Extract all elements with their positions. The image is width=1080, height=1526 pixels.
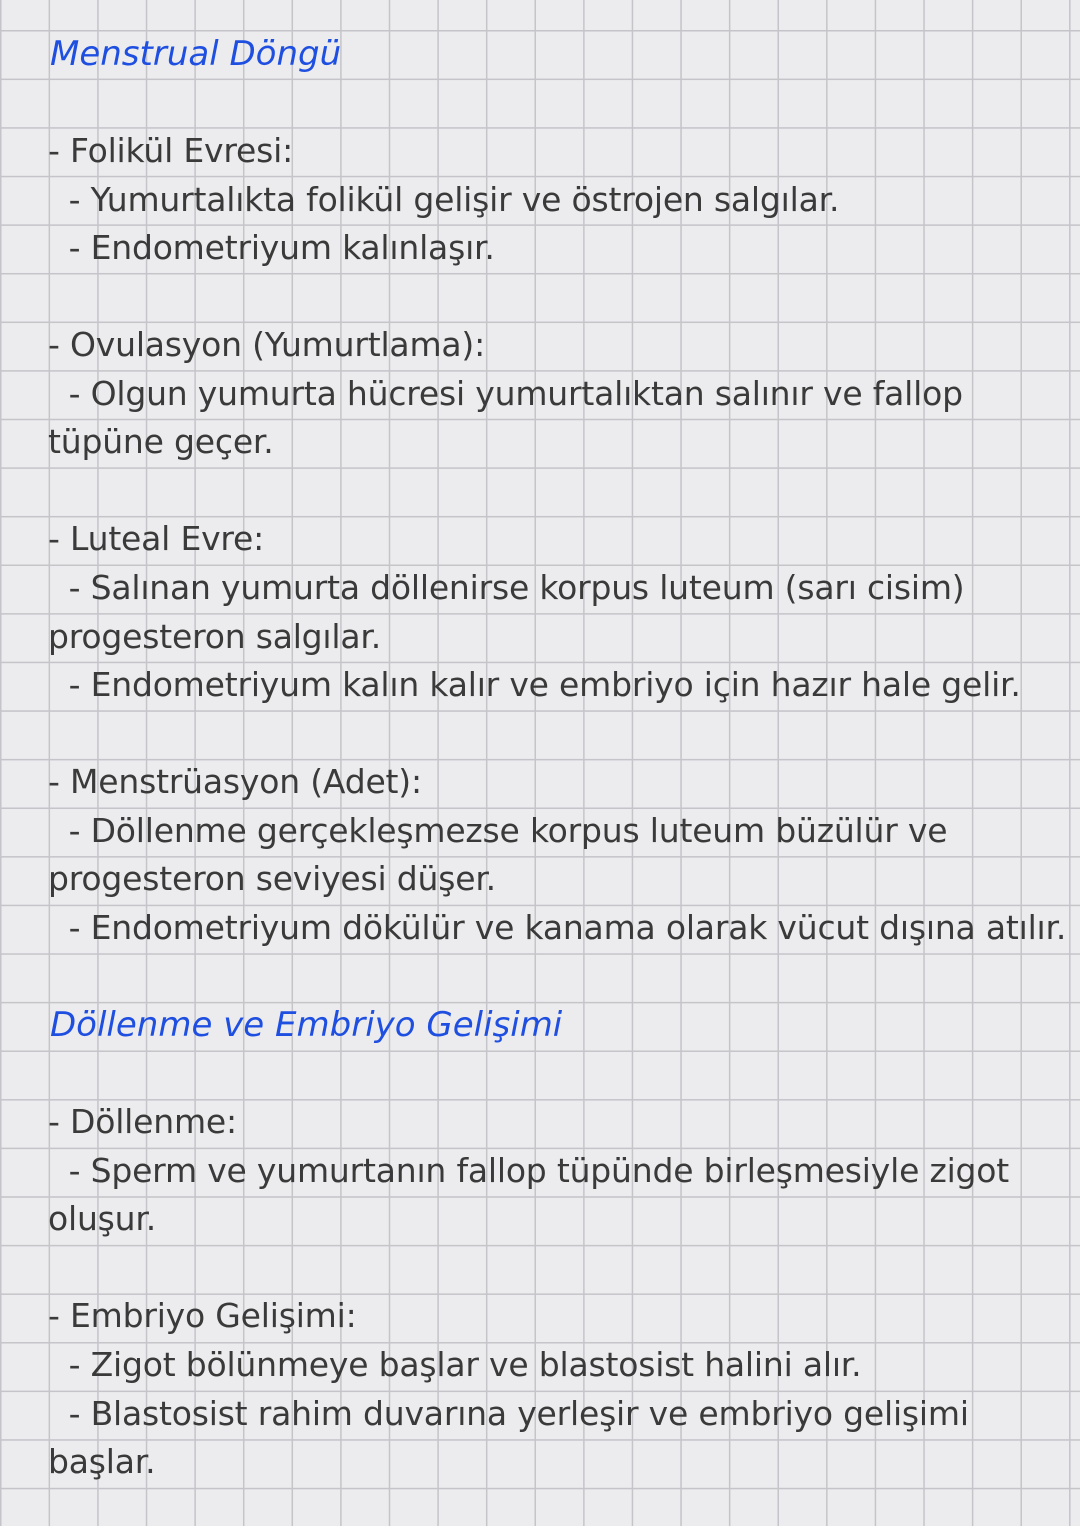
- list-item-ovulation: - Ovulasyon (Yumurtlama):: [48, 325, 486, 364]
- list-item-endometrium-shed: - Endometriyum dökülür ve kanama olarak vücut dışına atılır.: [48, 908, 1067, 947]
- list-item-corpus-luteum: - Salınan yumurta döllenirse korpus luteum (sarı cisim): [48, 568, 965, 607]
- list-item-zygote-forms: - Sperm ve yumurtanın fallop tüpünde birleşmesiyle zigot: [48, 1151, 1010, 1190]
- list-item-embryo-development: - Embriyo Gelişimi:: [48, 1296, 357, 1335]
- list-item-luteal-phase: - Luteal Evre:: [48, 519, 265, 558]
- list-item-no-fertilization-cont: progesteron seviyesi düşer.: [48, 859, 496, 898]
- list-item-endometrium-thickens: - Endometriyum kalınlaşır.: [48, 228, 495, 267]
- list-item-follicular-phase: - Folikül Evresi:: [48, 131, 294, 170]
- list-item-implantation: - Blastosist rahim duvarına yerleşir ve embriyo gelişimi: [48, 1394, 969, 1433]
- list-item-no-fertilization: - Döllenme gerçekleşmezse korpus luteum büzülür ve: [48, 811, 948, 850]
- list-item-egg-released: - Olgun yumurta hücresi yumurtalıktan salınır ve fallop: [48, 374, 963, 413]
- list-item-menstruation: - Menstrüasyon (Adet):: [48, 762, 422, 801]
- list-item-blastocyst: - Zigot bölünmeye başlar ve blastosist halini alır.: [48, 1345, 862, 1384]
- section-title-menstrual-cycle: Menstrual Döngü: [50, 34, 342, 74]
- list-item-fertilization: - Döllenme:: [48, 1102, 237, 1141]
- section-title-fertilization: Döllenme ve Embriyo Gelişimi: [50, 1005, 563, 1045]
- list-item-egg-released-cont: tüpüne geçer.: [48, 422, 274, 461]
- list-item-zygote-forms-cont: oluşur.: [48, 1199, 157, 1238]
- list-item-corpus-luteum-cont: progesteron salgılar.: [48, 617, 382, 656]
- list-item-follicle-development: - Yumurtalıkta folikül gelişir ve östrojen salgılar.: [48, 180, 840, 219]
- list-item-endometrium-ready: - Endometriyum kalın kalır ve embriyo için hazır hale gelir.: [48, 665, 1021, 704]
- list-item-implantation-cont: başlar.: [48, 1442, 156, 1481]
